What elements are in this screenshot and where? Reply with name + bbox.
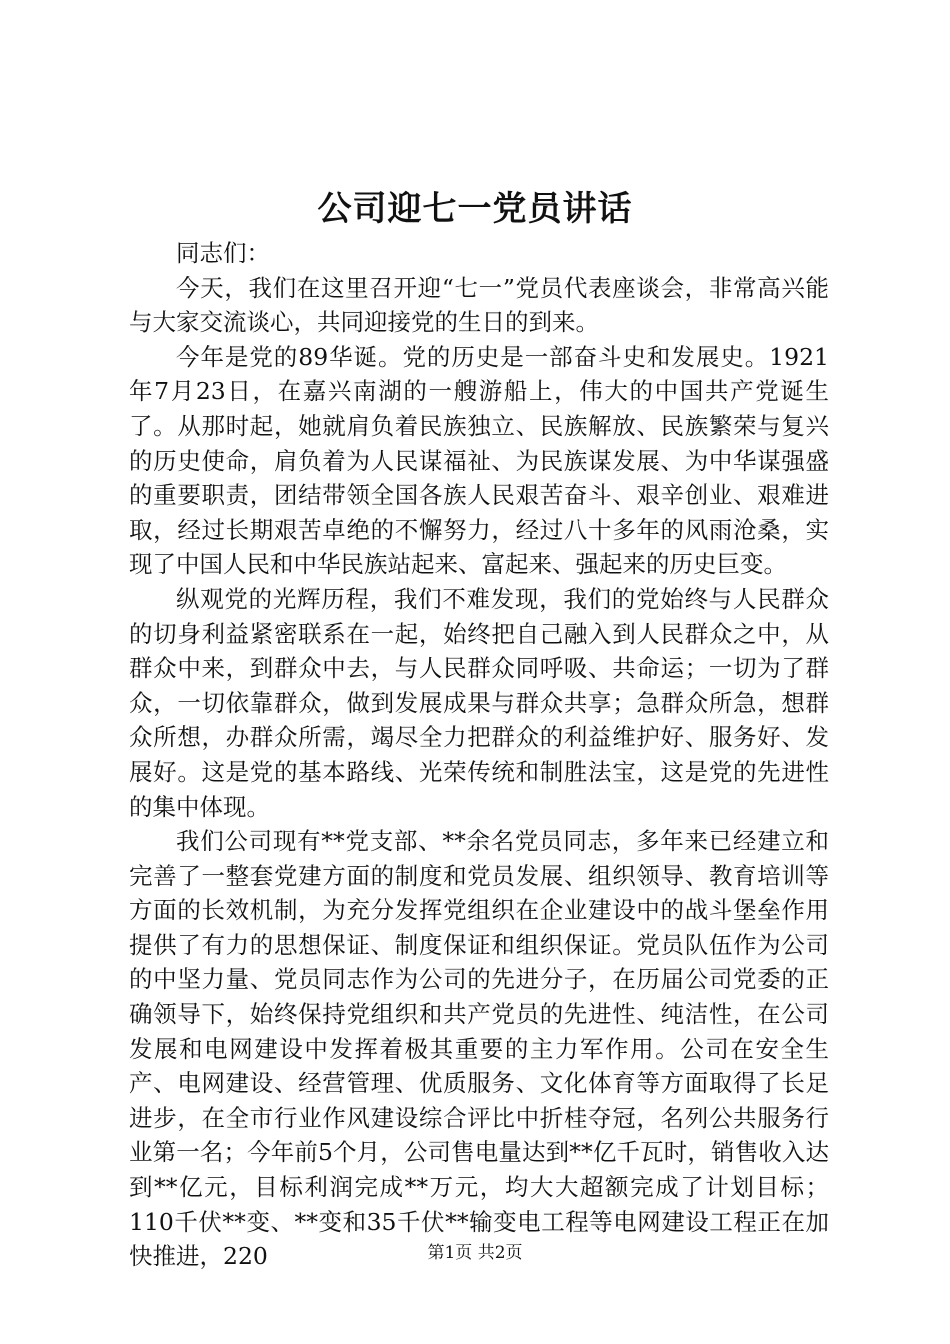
page-total: 共2页 — [477, 1243, 523, 1263]
page-number: 第1页 — [427, 1243, 473, 1263]
paragraph-company-achievements: 我们公司现有**党支部、**余名党员同志，多年来已经建立和完善了一整套党建方面的制度和党员发展、组织领导、教育培训等方面的长效机制，为充分发挥党组织在企业建设中的战斗堡垒作用提供了有力的思想保证、制度保证和组织保证。党员队伍作为公司的中坚力量、党员同志作为公司的先进分子，在历届公司党委的正确领导下，始终保持党组织和共产党员的先进性、纯洁性，在公司发展和电网建设中发挥着极其重要的主力军作用。公司在安全生产、电网建设、经营管理、优质服务、文化体育等方面取得了长足进步，在全市行业作风建设综合评比中折桂夺冠，名列公共服务行业第一名；今年前5个月，公司售电量达到**亿千瓦时，销售收入达到**亿元，目标利润完成**万元，均大大超额完成了计划目标；110千伏**变、**变和35千伏**输变电工程等电网建设工程正在加快推进，220 — [129, 827, 829, 1271]
paragraph-party-masses: 纵观党的光辉历程，我们不难发现，我们的党始终与人民群众的切身利益紧密联系在一起，始终把自己融入到人民群众之中，从群众中来，到群众中去，与人民群众同呼吸、共命运；一切为了群众，一切依靠群众，做到发展成果与群众共享；急群众所急，想群众所想，办群众所需，竭尽全力把群众的利益维护好、服务好、发展好。这是党的基本路线、光荣传统和制胜法宝，这是党的先进性的集中体现。 — [129, 584, 829, 821]
paragraph-salutation: 同志们： — [176, 239, 270, 267]
document-title: 公司迎七一党员讲话 — [317, 189, 633, 229]
page-footer — [0, 1241, 950, 1265]
paragraph-opening: 今天，我们在这里召开迎“七一”党员代表座谈会，非常高兴能与大家交流谈心，共同迎接党的生日的到来。 — [129, 273, 829, 337]
document-body — [129, 236, 829, 1274]
paragraph-party-history: 今年是党的89华诞。党的历史是一部奋斗史和发展史。1921年7月23日，在嘉兴南湖的一艘游船上，伟大的中国共产党诞生了。从那时起，她就肩负着民族独立、民族解放、民族繁荣与复兴的历史使命，肩负着为人民谋福祉、为民族谋发展、为中华谋强盛的重要职责，团结带领全国各族人民艰苦奋斗、艰辛创业、艰难进取，经过长期艰苦卓绝的不懈努力，经过八十多年的风雨沧桑，实现了中国人民和中华民族站起来、富起来、强起来的历史巨变。 — [129, 342, 829, 579]
